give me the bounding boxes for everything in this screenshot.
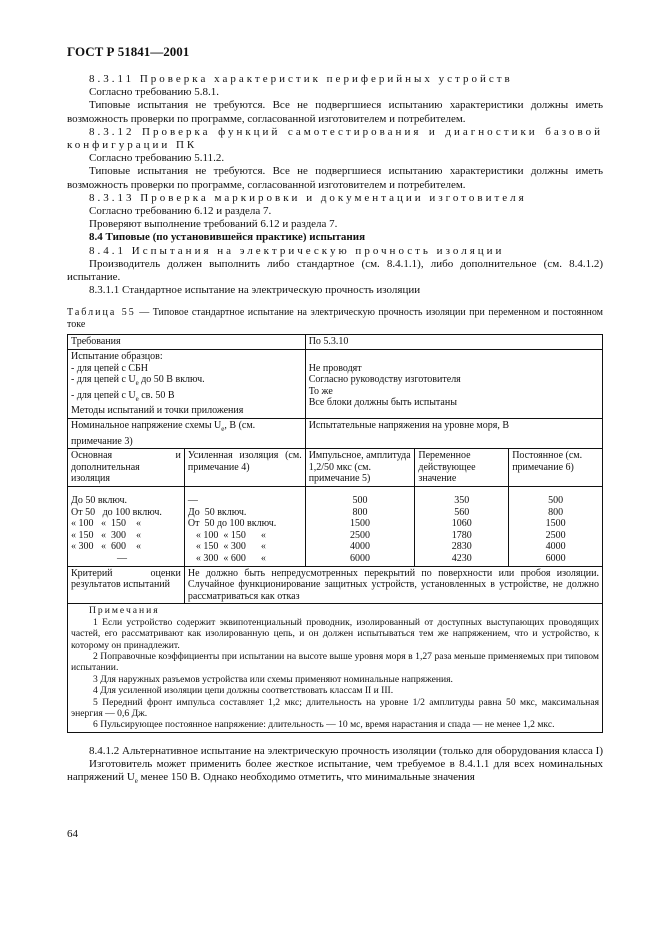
table-caption-label: Таблица 55 [67, 307, 136, 319]
column-header: Усиленная изоляция (см. примечание 4) [184, 449, 305, 487]
cell-line: — [117, 552, 127, 564]
document-header: ГОСТ Р 51841—2001 [67, 44, 190, 59]
cell-line: « 150 « 300 « [71, 529, 141, 541]
cell-value: 4000 [545, 541, 566, 553]
page-number: 64 [67, 828, 78, 840]
cell-text: Номинальное напряжение схемы U [71, 420, 222, 432]
paragraph: Типовые испытания не требуются. Все не подвергшиеся испытанию характеристики должны иметь возможность проверки по программе, согласованной изготовителем и потребителем. [67, 99, 603, 125]
cell-line: « 100 « 150 « [195, 529, 266, 541]
table-cell: Не должно быть непредусмотренных перекрытий по поверхности или пробоя изоляции. Случайное функционирование защитных устройств, установленных в устройстве, не должно рассматриваться как отказ [184, 566, 602, 604]
table-header-row [68, 449, 603, 487]
cell-line: До 50 включ. [71, 494, 128, 506]
paragraph: Согласно требованию 5.11.2. [89, 152, 225, 165]
paragraph-text: Изготовитель может применить более жесткое испытание, чем требуемое в 8.4.1.1 для всех номинальных напряжений U [67, 758, 603, 784]
subscript: е [135, 379, 139, 388]
insulation-test-table [67, 334, 603, 732]
table-row [68, 419, 603, 449]
note-item: 6 Пульсирующее постоянное напряжение: длительность — 10 мс, время нарастания и спада — не менее 1,2 мкс. [93, 719, 555, 731]
cell-text: - для цепей с U [71, 389, 136, 401]
cell-value: 1500 [545, 518, 566, 530]
cell-line: То же [308, 385, 333, 397]
table-cell [305, 350, 602, 419]
cell-line: - для цепей с СБН [71, 362, 149, 374]
column-header: Постоянное (см. примечание 6) [509, 449, 603, 487]
table-cell: Критерий оценки результатов испытаний [68, 566, 185, 604]
note-item: 3 Для наружных разъемов устройства или схемы применяют номинальные напряжения. [93, 673, 453, 685]
cell-line: « 100 « 150 « [71, 518, 141, 530]
table-cell: По 5.3.10 [305, 335, 602, 350]
table-cell [68, 419, 306, 449]
cell-value: 6000 [350, 552, 371, 564]
paragraph: Производитель должен выполнить либо стандартное (см. 8.4.1.1), либо дополнительное (см. 8.4.1.2) испытание. [67, 257, 603, 284]
section-heading-8-4: 8.4 Типовые (по установившейся практике) испытания [89, 231, 366, 244]
cell-value: 1060 [451, 518, 472, 530]
table-cell [68, 486, 185, 566]
note-item: 4 Для усиленной изоляции цепи должны соответствовать классам II и III. [93, 685, 394, 697]
cell-value: 2500 [545, 529, 566, 541]
cell-line [71, 374, 302, 390]
section-heading-8-3-12: 8.3.12 Проверка функций самотестирования и диагностики базовой конфигурации ПК [67, 125, 603, 152]
paragraph: Типовые испытания не требуются. Все не подвергшиеся испытанию характеристики должны иметь возможность проверки по программе, согласованной изготовителем и потребителем. [67, 165, 603, 191]
cell-line: Согласно руководству изготовителя [308, 374, 461, 386]
cell-line: Не проводят [308, 362, 362, 374]
column-header: Импульсное, амплитуда 1,2/50 мкс (см. примечание 5) [305, 449, 415, 487]
cell-value: 800 [352, 506, 368, 518]
cell-line [71, 390, 302, 406]
column-header: Основная и дополнительная изоляция [68, 449, 185, 487]
table-caption [67, 307, 603, 331]
table-cell: Испытательные напряжения на уровне моря, В [305, 419, 602, 449]
column-header: Переменное действующее значение [415, 449, 509, 487]
cell-line: Все блоки должны быть испытаны [308, 397, 457, 409]
cell-value: 350 [454, 494, 470, 506]
section-heading-8-3-11: 8.3.11 Проверка характеристик периферийных устройств [89, 73, 513, 85]
paragraph: Согласно требованию 5.8.1. [89, 86, 220, 99]
document-body [67, 73, 603, 789]
paragraph: Согласно требованию 6.12 и раздела 7. [89, 205, 272, 218]
cell-value: 6000 [545, 552, 566, 564]
section-heading-8-4-1: 8.4.1 Испытания на электрическую прочность изоляции [89, 244, 505, 257]
cell-line: « 300 « 600 « [195, 552, 266, 564]
paragraph: 8.4.1.2 Альтернативное испытание на электрическую прочность изоляции (только для оборудования класса I) [89, 744, 603, 757]
cell-value: 4000 [350, 541, 371, 553]
cell-value: 800 [548, 506, 564, 518]
cell-line: « 150 « 300 « [195, 541, 266, 553]
table-cell [68, 350, 306, 419]
cell-line: Методы испытаний и точки приложения [71, 405, 244, 417]
table-notes [68, 604, 603, 732]
notes-title: Примечания [89, 605, 160, 617]
table-row [68, 566, 603, 604]
table-cell [415, 486, 509, 566]
table-caption-text: — Типовое стандартное испытание на электрическую прочность изоляции при переменном и постоянном токе [67, 307, 603, 331]
table-cell: Требования [68, 335, 306, 350]
cell-value: 500 [548, 494, 564, 506]
cell-value: 1500 [350, 518, 371, 530]
table-cell [509, 486, 603, 566]
table-row [68, 604, 603, 732]
note-item: 5 Передний фронт импульса составляет 1,2 мкс; длительность на уровне 1/2 амплитуды равна 50 мкс, максимальная энергия — 0,6 Дж. [71, 696, 599, 719]
cell-line: От 50 до 100 включ. [71, 506, 162, 518]
table-row [68, 335, 603, 350]
cell-line: Испытание образцов: [71, 351, 163, 363]
note-item: 2 Поправочные коэффициенты при испытании на высоте выше уровня моря в 1,27 раза меньше применяемых при типовом испытании. [71, 650, 599, 674]
cell-value: 1780 [451, 529, 472, 541]
cell-line: До 50 включ. [187, 506, 247, 518]
cell-line: « 300 « 600 « [71, 541, 141, 553]
cell-value: 4230 [451, 552, 472, 564]
table-cell [305, 486, 415, 566]
subscript: е [135, 394, 139, 403]
cell-line: — [187, 494, 198, 506]
subscript: е [221, 425, 225, 434]
cell-value: 560 [454, 506, 470, 518]
paragraph: Проверяют выполнение требований 6.12 и раздела 7. [89, 218, 338, 231]
cell-value: 500 [352, 494, 368, 506]
cell-text: - для цепей с U [71, 374, 136, 386]
cell-text: , В (см. примечание 3) [71, 420, 256, 447]
cell-value: 2500 [350, 529, 371, 541]
cell-text: до 50 В включ. [138, 374, 205, 386]
subscript: е [134, 777, 138, 786]
table-row [68, 486, 603, 566]
note-item: 1 Если устройство содержит эквипотенциальный проводник, изолированный от доступных выступающих проводящих частей, его рассматривают как изолированную цепь, и он должен испытываться тем же напряжением, что и устройство, к которому он принадлежит. [71, 616, 599, 651]
cell-line: От 50 до 100 включ. [187, 518, 277, 530]
paragraph [67, 758, 603, 789]
table-cell [184, 486, 305, 566]
paragraph-text: менее 150 В. Однако необходимо отметить, что минимальные значения [137, 771, 475, 784]
table-row [68, 350, 603, 419]
section-heading-8-3-13: 8.3.13 Проверка маркировки и документации изготовителя [89, 191, 527, 204]
paragraph: 8.3.1.1 Стандартное испытание на электрическую прочность изоляции [89, 284, 421, 297]
cell-text: св. 50 В [138, 389, 175, 401]
cell-value: 2830 [451, 541, 472, 553]
